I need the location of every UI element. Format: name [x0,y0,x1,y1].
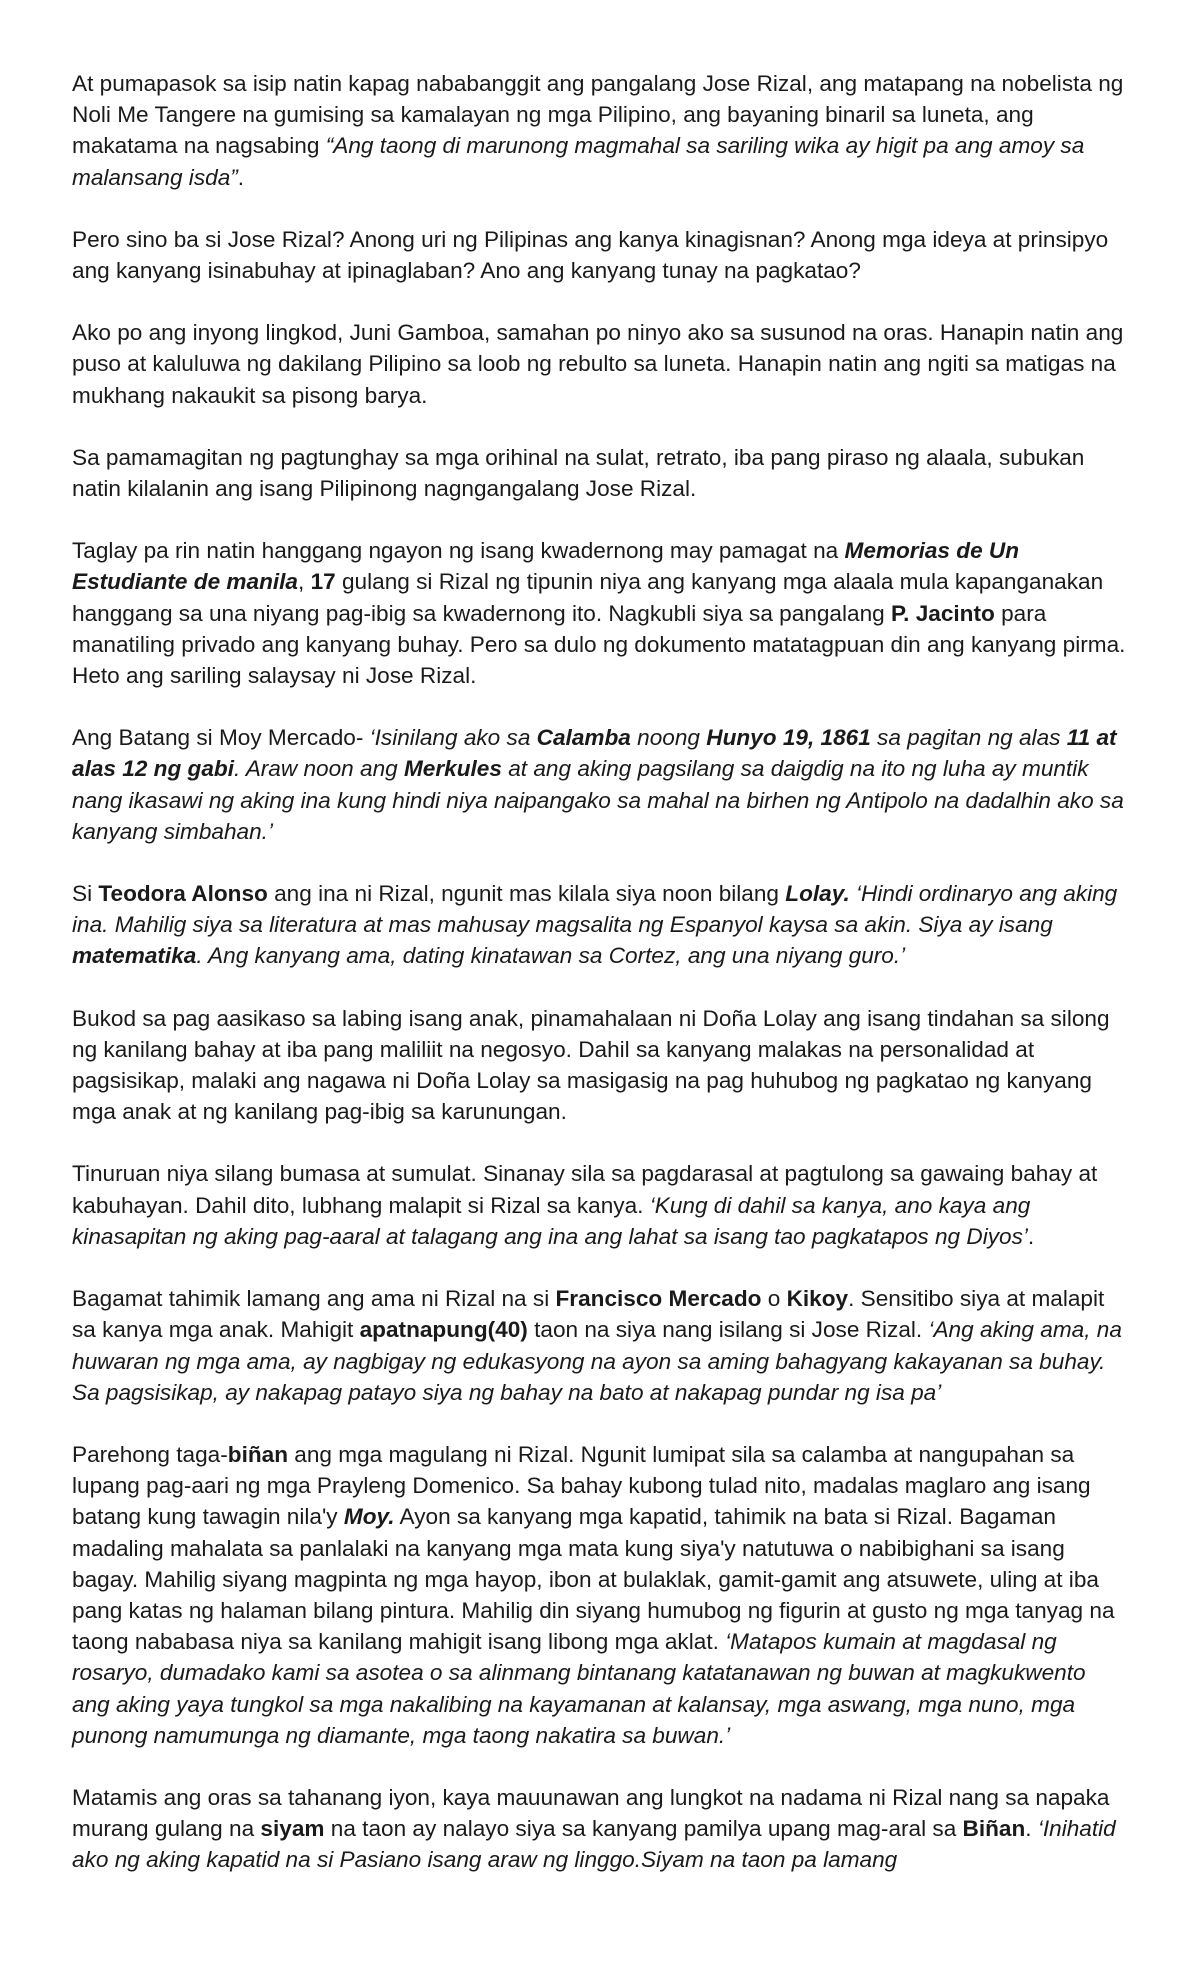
text-run: At pumapasok sa isip natin kapag nababanggit ang pangalang Jose Rizal, ang matapang na nobelista ng Noli Me Tangere na gumising sa kamalayan ng mga Pilipino, ang bayaning binaril sa luneta, ang makatama na nagsabing [72,71,1124,159]
text-run: matematika [72,943,197,969]
text-run: Hunyo 19, 1861 [706,725,871,751]
text-run: Si [72,881,99,907]
text-run: ‘Inihatid ako ng aking kapatid na si Pasiano isang araw ng linggo.Siyam na taon pa lamang [72,1816,1116,1873]
paragraph-11 [72,1439,1128,1751]
text-run: para manatiling privado ang kanyang buhay. Pero sa dulo ng dokumento matatagpuan din ang kanyang pirma. Heto ang sariling salaysay ni Jose Rizal. [72,600,1126,689]
text-run: 17 [310,569,336,595]
paragraph-9 [72,1158,1128,1252]
text-run: Parehong taga- [72,1441,228,1467]
text-run: . [1025,1816,1038,1842]
text-run: at ang aking pagsilang sa daigdig na ito ng luha ay muntik nang ikasawi ng aking ina kung hindi niya naipangako sa mahal na birhen ng Antipolo na dadalhin ako sa kanyang simbahan.’ [72,756,1124,844]
text-run: . [1027,1223,1035,1249]
text-run: Tinuruan niya silang bumasa at sumulat. Sinanay sila sa pagdarasal at pagtulong sa gawaing bahay at kabuhayan. Dahil dito, lubhang malapit si Rizal sa kanya. [72,1161,1098,1218]
text-run: Matamis ang oras sa tahanang iyon, kaya mauunawan ang lungkot na nadama ni Rizal nang sa napaka murang gulang na [72,1784,1110,1842]
text-run: sa pagitan ng alas [870,725,1067,751]
paragraph-10 [72,1283,1128,1408]
text-run: Lolay. [785,881,850,907]
text-run: “Ang taong di marunong magmahal sa sariling wika ay higit pa ang amoy sa malansang isda” [72,133,1085,190]
text-run: ‘Matapos kumain at magdasal ng rosaryo, dumadako kami sa asotea o sa alinmang bintanang katatanawan ng buwan at magkukwento ang aking yaya tungkol sa mga nakalibing na kayamanan at kalansay, mga aswang, mga nuno, mga punong namumunga ng diamante, mga taong nakatira sa buwan.’ [72,1629,1086,1748]
paragraph-5 [72,535,1128,691]
text-run: na taon ay nalayo siya sa kanyang pamilya upang mag-aral sa [324,1816,963,1842]
text-run: . Araw noon ang [234,756,404,782]
text-run: Teodora Alonso [98,881,268,907]
text-run: ang mga magulang ni Rizal. Ngunit lumipat sila sa calamba at nangupahan sa lupang pag-aari ng mga Prayleng Domenico. Sa bahay kubong tulad nito, madalas maglaro ang isang batang kung tawagin nila'y [72,1441,1091,1530]
paragraph-3 [72,317,1128,411]
text-run: taon na siya nang isilang si Jose Rizal. [527,1317,929,1343]
text-run: . Sensitibo siya at malapit sa kanya mga anak. Mahigit [72,1286,1105,1343]
paragraph-2 [72,224,1128,286]
text-run: . [237,164,245,190]
text-run: Ako po ang inyong lingkod, Juni Gamboa, samahan po ninyo ako sa susunod na oras. Hanapin natin ang puso at kaluluwa ng dakilang Pilipino sa loob ng rebulto sa luneta. Hanapin natin ang ngiti sa matigas na mukhang nakaukit sa pisong barya. [72,320,1124,408]
text-run: P. Jacinto [890,600,995,626]
text-run: . Ang kanyang ama, dating kinatawan sa Cortez, ang una niyang guro.’ [196,943,906,969]
paragraph-7 [72,878,1128,972]
text-run: , [298,569,311,595]
paragraph-1 [72,68,1128,193]
text-run: Sa pamamagitan ng pagtunghay sa mga orihinal na sulat, retrato, iba pang piraso ng alaala, subukan natin kilalanin ang isang Pilipinong nagngangalang Jose Rizal. [72,444,1085,502]
text-run: noong [630,725,707,751]
text-run: Bagamat tahimik lamang ang ama ni Rizal na si [72,1286,556,1312]
paragraph-12 [72,1782,1128,1876]
text-run: Francisco Mercado [555,1286,762,1312]
text-run: Kikoy [786,1286,849,1312]
text-run: ang ina ni Rizal, ngunit mas kilala siya noon bilang [267,881,786,907]
document-body [72,68,1128,1876]
text-run: Bukod sa pag aasikaso sa labing isang anak, pinamahalaan ni Doña Lolay ang isang tindahan sa silong ng kanilang bahay at iba pang maliliit na negosyo. Dahil sa kanyang malakas na personalidad at pagsisikap, malaki ang nagawa ni Doña Lolay sa masigasig na pag huhubog ng pagkatao ng kanyang mga anak at ng kanilang pag-ibig sa karunungan. [72,1005,1110,1125]
text-run: Memorias de Un Estudiante de manila [72,538,1020,595]
text-run: 11 at alas 12 ng gabi [72,725,1117,782]
text-run: ‘Ang aking ama, na huwaran ng mga ama, ay nagbigay ng edukasyong na ayon sa aming bahagyang kakayanan sa buhay. Sa pagsisikap, ay nakapag patayo siya ng bahay na bato at nakapag pundar ng isa pa’ [72,1317,1122,1405]
text-run: o [761,1286,787,1312]
text-run: Moy. [343,1504,395,1530]
text-run: Ang Batang si Moy Mercado- [72,725,370,751]
text-run: Biñan [962,1816,1026,1842]
paragraph-4 [72,442,1128,504]
text-run: Calamba [536,725,631,751]
text-run: Ayon sa kanyang mga kapatid, tahimik na bata si Rizal. Bagaman madaling mahalata sa panlalaki na kanyang mga mata kung siya'y natutuwa o nabibighani sa isang bagay. Mahilig siyang magpinta ng mga hayop, ibon at bulaklak, gamit-gamit ang atsuwete, uling at iba pang katas ng halaman bilang pintura. Mahilig din siyang humubog ng figurin at gusto ng mga tanyag na taong nababasa niya sa kanilang mahigit isang libong mga aklat. [72,1504,1115,1655]
text-run: gulang si Rizal ng tipunin niya ang kanyang mga alaala mula kapanganakan hanggang sa una niyang pag-ibig sa kwadernong ito. Nagkubli siya sa pangalang [72,569,1104,626]
text-run: siyam [260,1816,325,1842]
text-run: biñan [227,1441,289,1467]
text-run: ‘Kung di dahil sa kanya, ano kaya ang kinasapitan ng aking pag-aaral at talagang ang ina ang lahat sa isang tao pagkatapos ng Diyos’ [72,1192,1031,1249]
text-run: apatnapung(40) [359,1317,528,1343]
text-run: Pero sino ba si Jose Rizal? Anong uri ng Pilipinas ang kanya kinagisnan? Anong mga ideya at prinsipyo ang kanyang isinabuhay at ipinaglaban? Ano ang kanyang tunay na pagkatao? [72,226,1109,284]
text-run: Merkules [403,756,502,782]
text-run: ‘Isinilang ako sa [369,725,537,751]
text-run: ‘Hindi ordinaryo ang aking ina. Mahilig siya sa literatura at mas mahusay magsalita ng Espanyol kaysa sa akin. Siya ay isang [72,881,1118,938]
paragraph-8 [72,1003,1128,1128]
paragraph-6 [72,722,1128,847]
text-run: Taglay pa rin natin hanggang ngayon ng isang kwadernong may pamagat na [72,538,845,564]
